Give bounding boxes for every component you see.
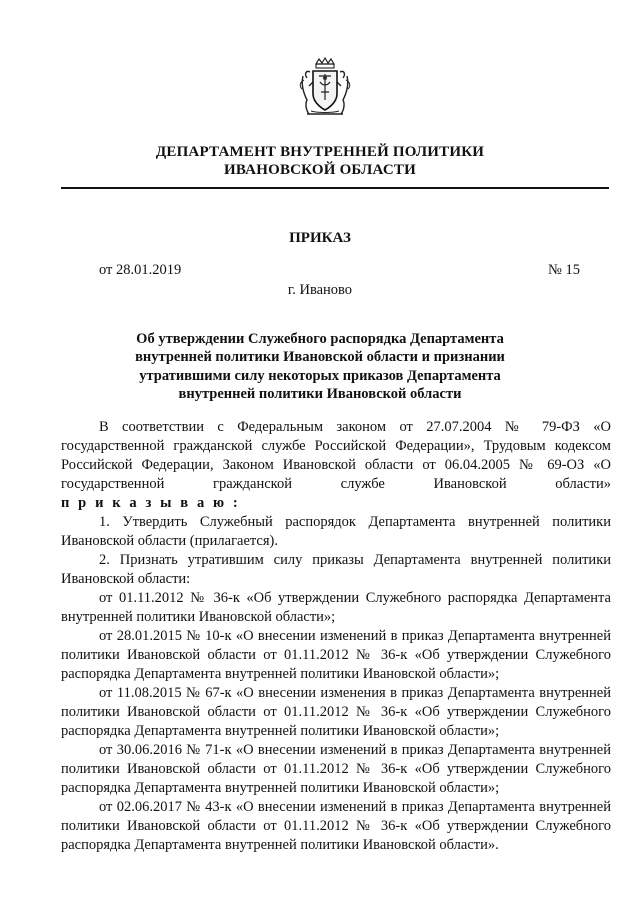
department-name-line2: ИВАНОВСКОЙ ОБЛАСТИ [224,162,416,178]
order-city: г. Иваново [287,282,353,298]
subject-line: внутренней политики Ивановской области и признании [135,349,505,366]
preamble-paragraph: В соответствии с Федеральным законом от 27.07.2004 № 79-ФЗ «О государственной гражданской службе Российской Федерации», Трудовым кодексом Российской Федерации, Законом Ивановской области от 06.04.2005 № 69-ОЗ «О государственной гражданской службе Ивановской области» [61,419,611,492]
repealed-order-2: от 28.01.2015 № 10-к «О внесении изменений в приказ Департамента внутренней политики Ивановской области от 01.11.2012 № 36-к «Об утверждении Служебного распорядка Департамента внутренней политики Ивановской области»; [61,628,611,682]
order-body [61,418,611,855]
order-date: от 28.01.2019 [99,262,182,278]
order-subject [0,330,640,403]
subject-line: Об утверждении Служебного распорядка Департамента [136,331,504,347]
repealed-order-1: от 01.11.2012 № 36-к «Об утверждении Служебного распорядка Департамента внутренней политики Ивановской области»; [61,590,611,625]
subject-line: утратившими силу некоторых приказов Департамента [139,367,501,384]
department-name-line1: ДЕПАРТАМЕНТ ВНУТРЕННЕЙ ПОЛИТИКИ [155,144,485,160]
decree-word: п р и к а з ы в а ю : [61,495,241,511]
order-number: № 15 [548,262,580,278]
item-1-paragraph: 1. Утвердить Служебный распорядок Департамента внутренней политики Ивановской области (прилагается). [61,514,611,549]
coat-of-arms-icon [297,56,353,118]
repealed-order-5: от 02.06.2017 № 43-к «О внесении изменений в приказ Департамента внутренней политики Ивановской области от 01.11.2012 № 36-к «Об утверждении Служебного распорядка Департамента внутренней политики Ивановской области». [61,799,611,853]
repealed-order-4: от 30.06.2016 № 71-к «О внесении изменений в приказ Департамента внутренней политики Ивановской области от 01.11.2012 № 36-к «Об утверждении Служебного распорядка Департамента внутренней политики Ивановской области»; [61,742,611,796]
item-2-paragraph: 2. Признать утратившим силу приказы Департамента внутренней политики Ивановской области: [61,552,611,587]
document-type-title: ПРИКАЗ [289,230,351,246]
repealed-order-3: от 11.08.2015 № 67-к «О внесении изменения в приказ Департамента внутренней политики Ивановской области от 01.11.2012 № 36-к «Об утверждении Служебного распорядка Департамента внутренней политики Ивановской области»; [61,685,611,739]
subject-line: внутренней политики Ивановской области [178,385,462,402]
header-divider [61,187,609,189]
